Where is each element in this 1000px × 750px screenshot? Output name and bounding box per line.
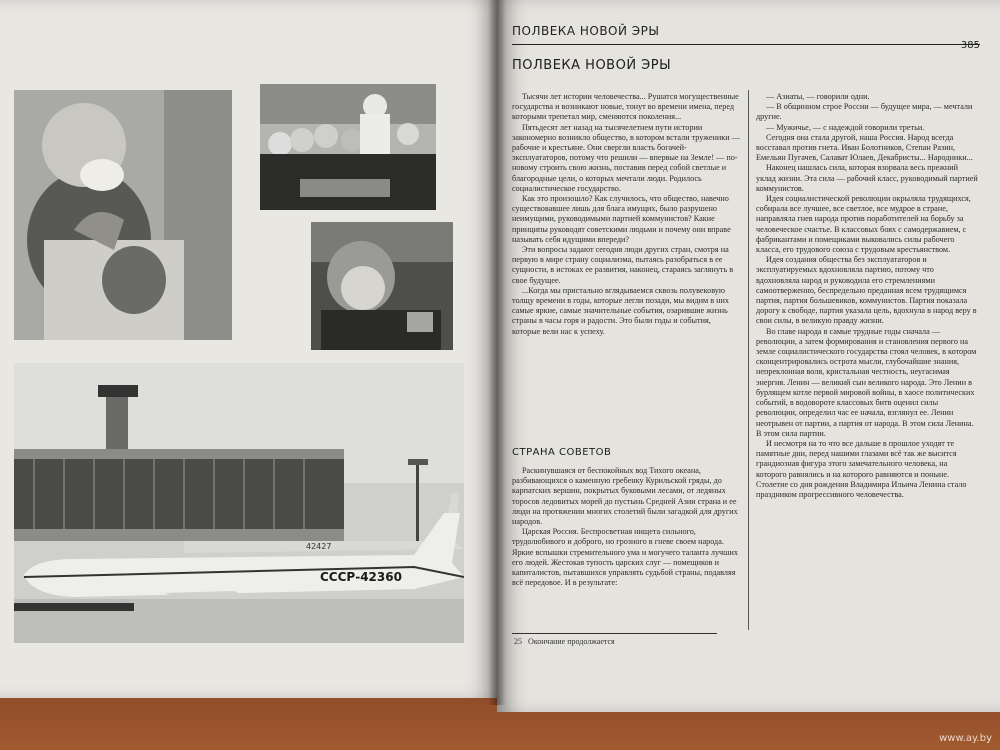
article-paragraph: — Мужичье, — с надеждой говорили третьи. bbox=[766, 122, 925, 132]
left-page bbox=[0, 0, 497, 698]
footer-number: 25 bbox=[514, 637, 522, 646]
article-paragraph: Идея социалистической революции окрыляла трудящихся, собирала все лучшее, все светлое, все мудрое в стране, направляла гнев народа против поработителей на борьбу за человеческое счастье. В классовых боях с самодержавием, с фабрикантами и помещиками выковались силы рабочего класса, его трудового союза с трудовым крестьянством. bbox=[756, 194, 971, 255]
article-paragraph: Наконец нашлась сила, которая взорвала весь прежний уклад жизни. Эта сила — рабочий класс, руководимый партией коммунистов. bbox=[756, 163, 978, 193]
airplane-registration: СССР-42360 bbox=[320, 570, 402, 584]
running-head bbox=[512, 22, 980, 51]
section-paragraph: Царская Россия. Беспросветная нищета сильного, трудолюбивого и доброго, но грозного в гневе своем народа. Яркие вспышки стремительного ума и могучего таланта лучших его людей. Жестокая тупость царских слуг — помещиков и капиталистов, пытавшихся управлять судьбой страны, подавляя всё передовое. И в результате: bbox=[512, 527, 738, 588]
page-number: 385 bbox=[960, 40, 980, 51]
second-plane-registration: 42427 bbox=[306, 542, 332, 551]
article-paragraph: Эти вопросы задают сегодня люди других стран, смотря на первую в мире страну социализма, пытаясь разобраться в ее сущности, в истоках ее развития, наконец, стараясь заглянуть в свое будущее. bbox=[512, 245, 734, 285]
article-paragraph: Как это произошло? Как случилось, что общество, навечно существовавшее лишь для блага имущих, было разрушено неимущими, руководимыми партией коммунистов? Какие принципы руководят советскими людьми и почему они вправе называть себя идущими впереди? bbox=[512, 194, 731, 244]
column-divider bbox=[748, 90, 749, 630]
article-paragraph: Идея создания общества без эксплуататоров и эксплуатируемых вдохновляла партию, потому что вдохновляла народ и руководила его стремлениями самоотверженно, беспредельно преданная всем трудящимся партия, партия большевиков, коммунистов. Партия показала дорогу к свободе, партия указала цель, вдохнула в народ веру в свои силы, в великую правду жизни. bbox=[756, 255, 977, 326]
book-gutter bbox=[488, 0, 506, 705]
photo-airport bbox=[14, 363, 464, 643]
page-footer bbox=[514, 637, 615, 646]
article-paragraph: Пятьдесят лет назад на тысячелетнем пути истории закономерно возникло общество, в котором встали труженики — рабочие и крестьяне. Они свергли власть богачей-эксплуататоров, потому что решили — впервые на Земле! — по-новому строить свою жизнь, поставив перед собой светлые и благородные цели, о которых мечтали люди. Родилось социалистическое государство. bbox=[512, 122, 740, 193]
photo-boy-eating bbox=[14, 90, 232, 340]
article-paragraph: — Азиаты, — говорили одни. bbox=[766, 92, 870, 101]
section-column bbox=[512, 466, 740, 631]
photo-group-people bbox=[260, 84, 436, 210]
article-paragraph: Во главе народа в самые трудные годы сначала — революции, а затем формирования и становления первого на земле социалистического государства стоял человек, в котором сконцентрировались острота мысли, глубочайшие знания, непреклонная воля, кристальная честность, неугасимая энергия. Ленин — великий сын великого народа. Это Ленин в бурлящем котле первой мировой войны, в хаосе политических событий, в водовороте классовых битв оценил силы революции, определил час ее начала, взглянул ее. Ленин неотрывен от партии, а партия от народа. В этом сила Ленина. В этом сила партии. bbox=[756, 326, 977, 438]
running-head-title: ПОЛВЕКА НОВОЙ ЭРЫ bbox=[512, 24, 660, 38]
section-paragraph: Раскинувшаяся от беспокойных вод Тихого океана, разбивающихся о каменную гребенку Курильской гряды, до карпатских вершин, покрытых буковыми лесами, от ледяных торосов ледовитых морей до пустынь Средней Азии страна и ее люди на протяжении многих столетий были загадкой для других народов. bbox=[512, 466, 738, 527]
section-title: СТРАНА СОВЕТОВ bbox=[512, 447, 612, 458]
article-paragraph: И несмотря на то что все дальше в прошлое уходят те памятные дни, перед нашими глазами всё так же высится грандиозная фигура этого замечательного человека, на которого равнялись и на которого равняются и поныне. Столетие со дня рождения Владимира Ильича Ленина стало праздником прогрессивного человечества. bbox=[756, 438, 967, 499]
article-paragraph: ...Когда мы пристально вглядываемся сквозь полувековую толщу времени в годы, которые легли позади, мы видим в них самые яркие, самые значительные события, озарившие жизнь страны в часы горя и радости. Это были годы и события, которые вели нас к успеху. bbox=[512, 285, 729, 336]
article-column-right bbox=[756, 92, 978, 692]
article-paragraph: Сегодня она стала другой, наша Россия. Народ всегда восставал против гнета. Иван Болотников, Степан Разин, Емельян Пугачев, Салават Юлаев, Декабристы... Народники... bbox=[756, 132, 973, 163]
footer-text: Окончание продолжается bbox=[528, 637, 615, 646]
article-paragraph: — В общинном строе России — будущее мира, — мечтали другие. bbox=[756, 102, 973, 122]
site-watermark: www.ay.by bbox=[939, 733, 992, 744]
article-paragraph: Тысячи лет истории человечества... Рушатся могущественные государства и возникают новые, тонут во времени имена, перед которыми трепетал мир, сменяются поколения... bbox=[512, 92, 739, 122]
article-title: ПОЛВЕКА НОВОЙ ЭРЫ bbox=[512, 58, 672, 73]
article-column-left bbox=[512, 92, 740, 422]
footer-rule bbox=[512, 633, 717, 634]
photo-cosmonaut bbox=[311, 222, 453, 350]
